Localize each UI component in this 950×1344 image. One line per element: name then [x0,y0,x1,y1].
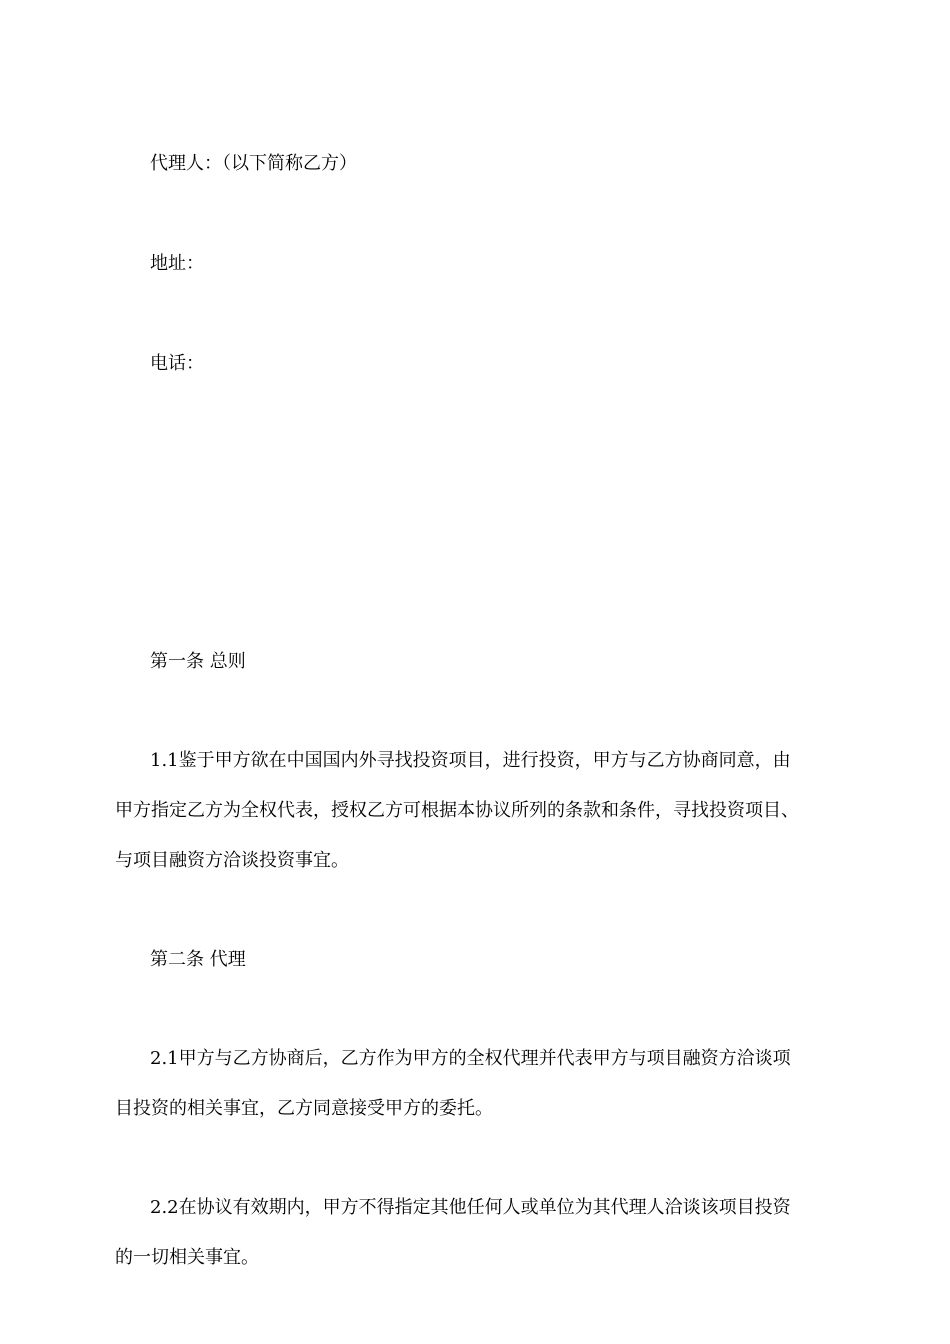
address-line: 地址： [150,253,204,274]
paragraph-line: 2.1甲方与乙方协商后，乙方作为甲方的全权代理并代表甲方与项目融资方洽谈项 [150,1048,791,1069]
article-1-heading: 第一条 总则 [150,651,246,672]
paragraph-line: 2.2在协议有效期内，甲方不得指定其他任何人或单位为其代理人洽谈该项目投资 [150,1197,791,1218]
paragraph-line: 目投资的相关事宜，乙方同意接受甲方的委托。 [115,1098,493,1119]
paragraph-line: 甲方指定乙方为全权代表，授权乙方可根据本协议所列的条款和条件，寻找投资项目、 [115,800,799,821]
paragraph-line: 与项目融资方洽谈投资事宜。 [115,850,349,871]
agent-line: 代理人：（以下简称乙方） [150,153,357,174]
paragraph-line: 的一切相关事宜。 [115,1247,259,1268]
phone-line: 电话： [150,353,204,374]
article-2-heading: 第二条 代理 [150,949,246,970]
paragraph-line: 1.1鉴于甲方欲在中国国内外寻找投资项目，进行投资，甲方与乙方协商同意，由 [150,750,791,771]
